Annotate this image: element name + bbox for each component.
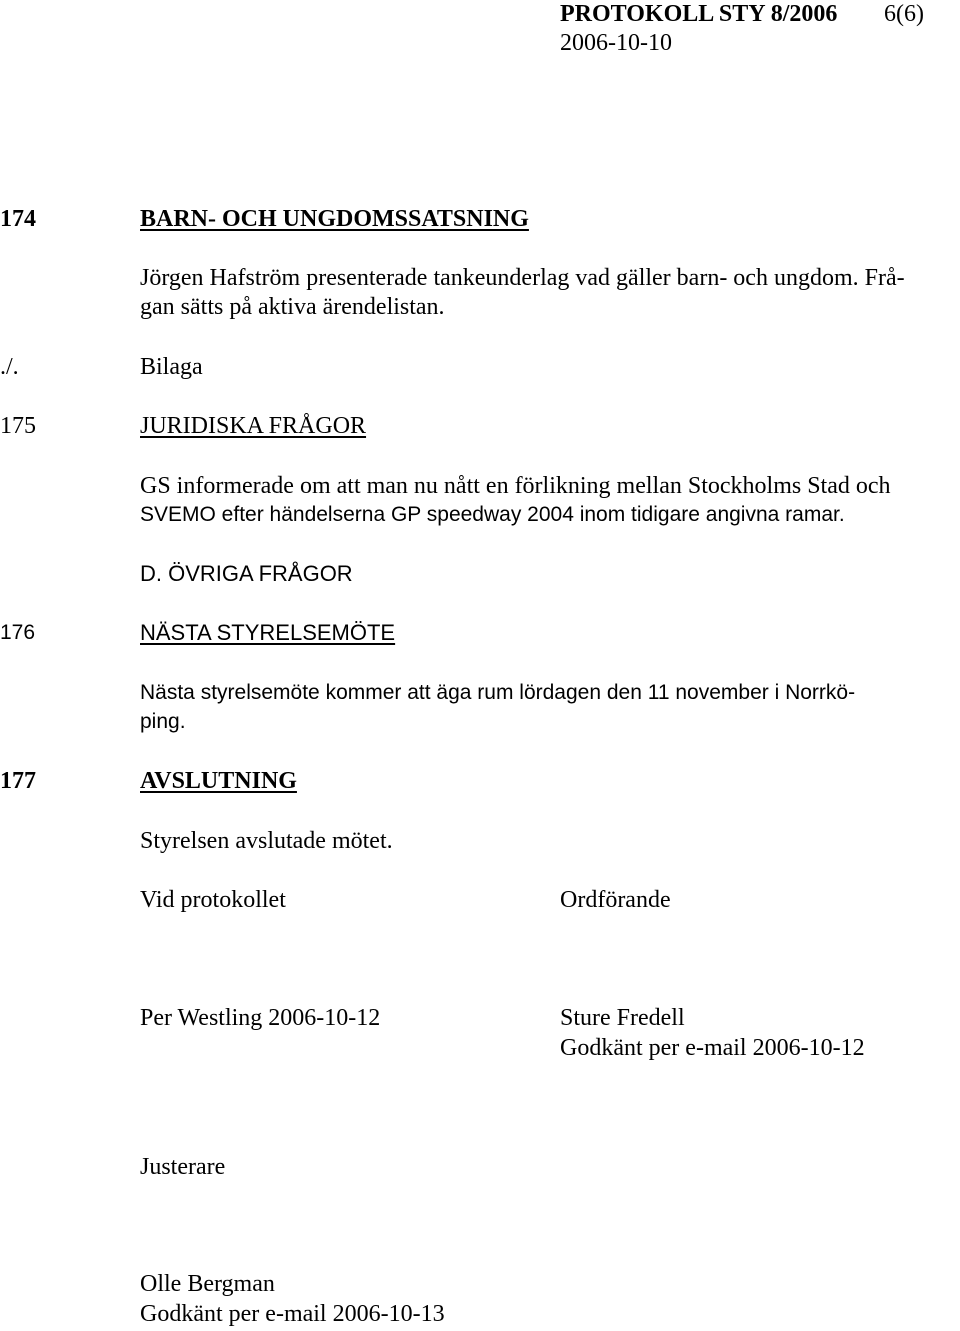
document-date: 2006-10-10 <box>560 30 672 56</box>
signature-label-right: Ordförande <box>560 887 671 913</box>
adjuster-label: Justerare <box>140 1154 226 1180</box>
item-heading: BARN- OCH UNGDOMSSATSNING <box>140 206 529 232</box>
paragraph-line: Styrelsen avslutade mötet. <box>140 828 393 854</box>
item-heading: AVSLUTNING <box>140 768 297 794</box>
attachment-label: Bilaga <box>140 354 203 380</box>
paragraph-line: gan sätts på aktiva ärendelistan. <box>140 294 445 320</box>
signature-name-left: Per Westling 2006-10-12 <box>140 1005 381 1031</box>
document-title: PROTOKOLL STY 8/2006 <box>560 1 838 27</box>
adjuster-note: Godkänt per e-mail 2006-10-13 <box>140 1301 445 1327</box>
section-heading: D. ÖVRIGA FRÅGOR <box>140 561 353 586</box>
item-number: 175 <box>0 413 36 439</box>
item-number: 177 <box>0 768 36 794</box>
paragraph-line: Nästa styrelsemöte kommer att äga rum lördagen den 11 november i Norrkö- <box>140 681 856 704</box>
attachment-marker: ./. <box>0 354 19 380</box>
paragraph-line: Jörgen Hafström presenterade tankeunderlag vad gäller barn- och ungdom. Frå- <box>140 265 905 291</box>
paragraph-line: ping. <box>140 710 186 733</box>
paragraph-line: GS informerade om att man nu nått en förlikning mellan Stockholms Stad och <box>140 473 891 499</box>
item-number: 176 <box>0 621 36 644</box>
item-heading: JURIDISKA FRÅGOR <box>140 413 367 439</box>
signature-note-right: Godkänt per e-mail 2006-10-12 <box>560 1035 865 1061</box>
signature-name-right: Sture Fredell <box>560 1005 685 1031</box>
item-heading: NÄSTA STYRELSEMÖTE <box>140 620 396 645</box>
item-number: 174 <box>0 206 36 232</box>
page-number: 6(6) <box>884 1 924 27</box>
adjuster-name: Olle Bergman <box>140 1271 275 1297</box>
signature-label-left: Vid protokollet <box>140 887 286 913</box>
paragraph-line: SVEMO efter händelserna GP speedway 2004 inom tidigare angivna ramar. <box>140 503 845 526</box>
